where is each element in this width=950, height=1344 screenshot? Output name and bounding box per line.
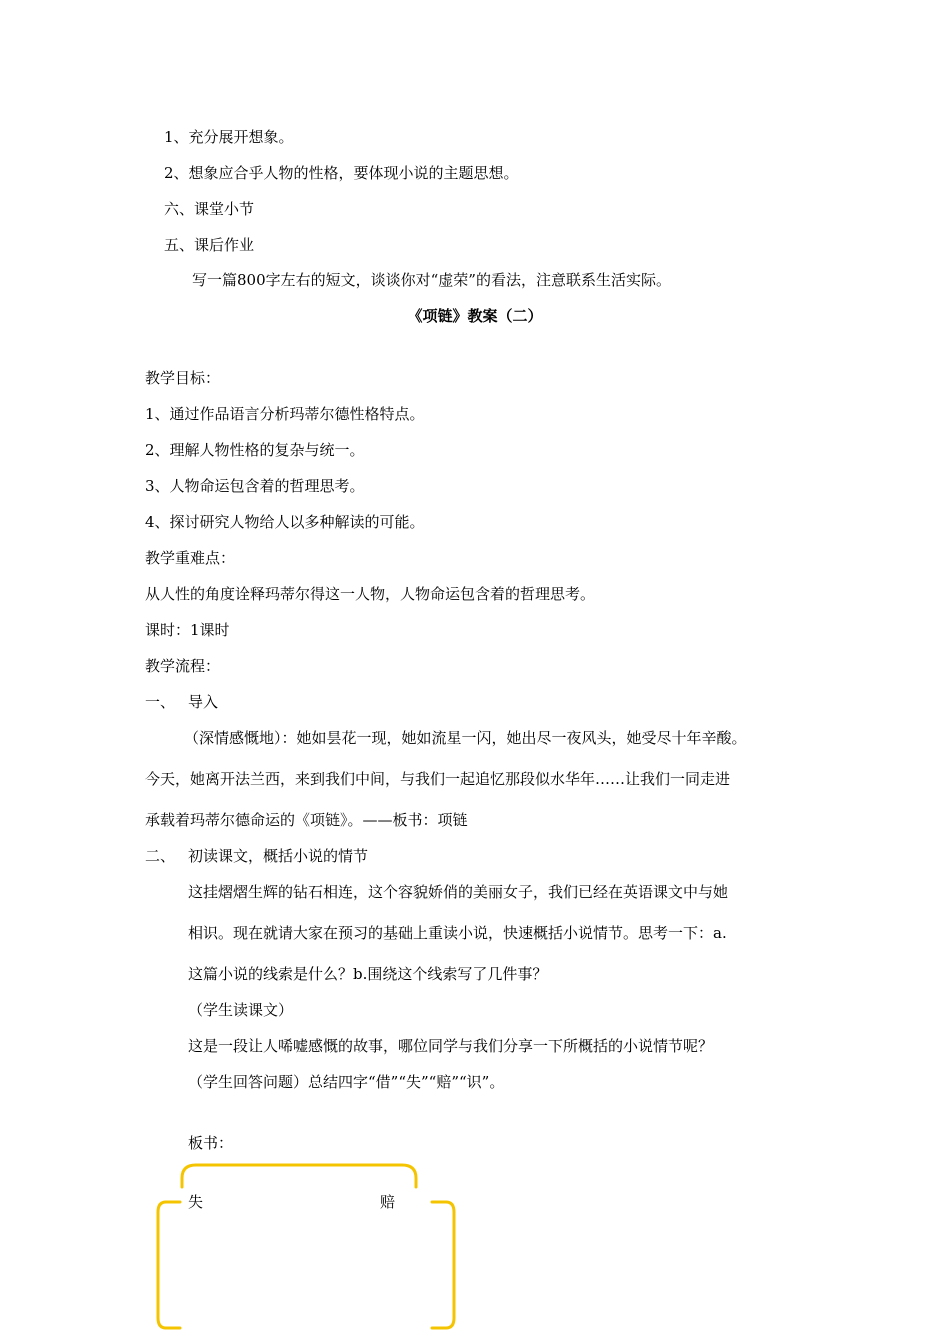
list-item: 3、人物命运包含着的哲理思考。 [145, 477, 365, 495]
paragraph-line: 这篇小说的线索是什么？b.围绕这个线索写了几件事？ [188, 965, 548, 983]
section-number: 二、 [145, 847, 176, 865]
top-bracket [182, 1165, 416, 1187]
paragraph-line: 承载着玛蒂尔德命运的《项链》。——板书：项链 [145, 811, 468, 829]
section-heading: 导入 [188, 693, 219, 711]
board-word-right: 赔 [380, 1193, 396, 1211]
paragraph-line: 相识。现在就请大家在预习的基础上重读小说，快速概括小说情节。思考一下：a. [188, 924, 727, 942]
paragraph-line: 这挂熠熠生辉的钻石相连，这个容貌娇俏的美丽女子，我们已经在英语课文中与她 [188, 883, 729, 901]
section-number: 一、 [145, 693, 176, 711]
flow-heading: 教学流程： [145, 657, 221, 675]
objectives-heading: 教学目标： [145, 369, 221, 387]
list-item: 2、理解人物性格的复杂与统一。 [145, 441, 365, 459]
list-item: 1、充分展开想象。 [164, 128, 294, 146]
paragraph-line: （深情感慨地）：她如昙花一现，她如流星一闪，她出尽一夜风头，她受尽十年辛酸。 [184, 729, 747, 747]
page-title: 《项链》教案（二） [407, 307, 543, 325]
difficulty-text: 从人性的角度诠释玛蒂尔得这一人物，人物命运包含着的哲理思考。 [145, 585, 596, 603]
difficulty-heading: 教学重难点： [145, 549, 236, 567]
list-item: 2、想象应合乎人物的性格，要体现小说的主题思想。 [164, 164, 519, 182]
list-item: 4、探讨研究人物给人以多种解读的可能。 [145, 513, 425, 531]
left-bracket [158, 1202, 180, 1328]
section-heading: 五、课后作业 [164, 236, 255, 254]
right-bracket [432, 1202, 454, 1328]
section-heading: 六、课堂小节 [164, 200, 255, 218]
list-item: 1、通过作品语言分析玛蒂尔德性格特点。 [145, 405, 425, 423]
paragraph-line: 这是一段让人唏嘘感慨的故事，哪位同学与我们分享一下所概括的小说情节呢？ [188, 1037, 714, 1055]
paragraph-line: （学生读课文） [188, 1001, 294, 1019]
board-label: 板书： [188, 1134, 234, 1152]
paragraph-line: （学生回答问题）总结四字“借”“失”“赔”“识”。 [188, 1073, 505, 1091]
section-heading: 初读课文，概括小说的情节 [188, 847, 369, 865]
board-word-left: 失 [188, 1193, 204, 1211]
paragraph-line: 今天，她离开法兰西，来到我们中间，与我们一起追忆那段似水华年……让我们一同走进 [145, 770, 731, 788]
period-text: 课时：1课时 [145, 621, 230, 639]
homework-text: 写一篇800字左右的短文，谈谈你对“虚荣”的看法，注意联系生活实际。 [192, 271, 671, 289]
